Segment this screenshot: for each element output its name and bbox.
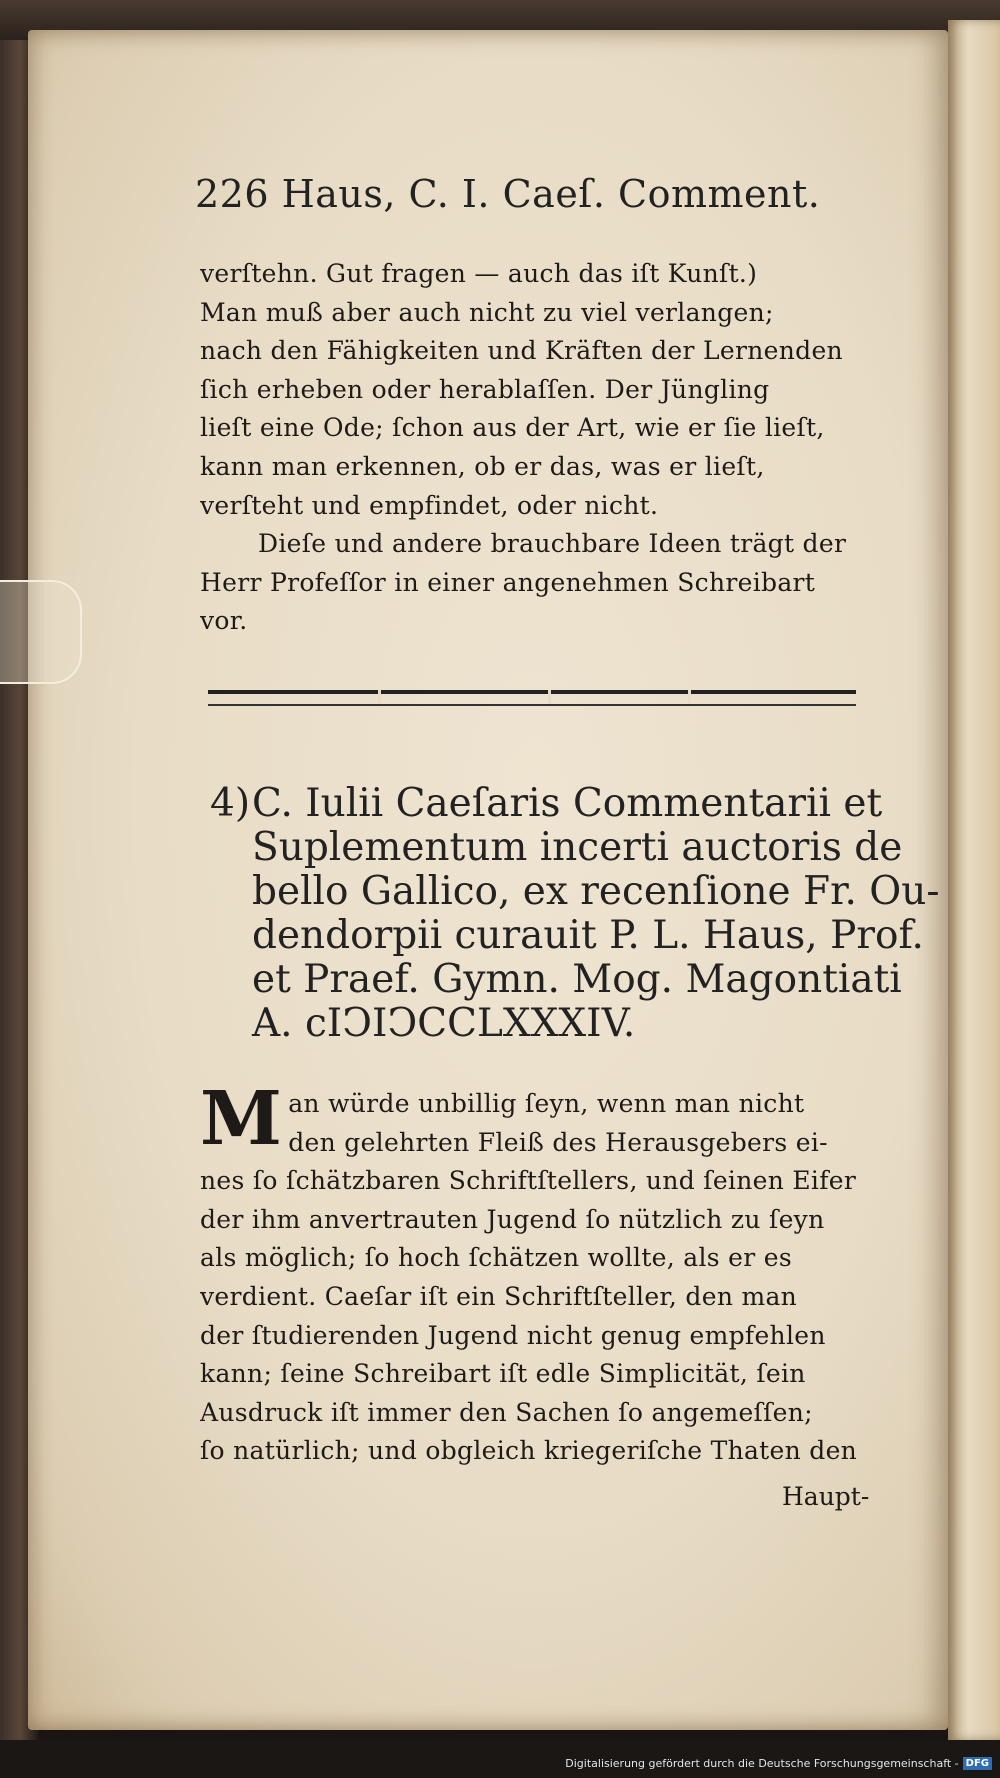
title-line: bello Gallico, ex recenſione Fr. Ou-: [252, 869, 940, 914]
text-line: an würde unbillig ſeyn, wenn man nicht: [288, 1089, 805, 1118]
text-line: kann man erkennen, ob er das, was er lieſt,: [200, 451, 765, 481]
entry-title: [210, 781, 940, 1046]
title-line: C. Iulii Caeſaris Commentarii et: [252, 781, 883, 826]
running-header: 226 Haus, C. I. Caeſ. Comment.: [195, 172, 821, 216]
catchword: Haupt-: [782, 1482, 870, 1511]
funding-credit: [565, 1757, 992, 1770]
title-line: dendorpii curauit P. L. Haus, Prof.: [252, 913, 924, 958]
credit-text: Digitalisierung gefördert durch die Deutsche Forschungsgemeinschaft -: [565, 1757, 959, 1770]
footer-bar: [0, 1740, 1000, 1778]
title-line: Suplementum incerti auctoris de: [252, 825, 903, 870]
text-line: Man muß aber auch nicht zu viel verlangen;: [200, 297, 774, 327]
text-line: verſteht und empfindet, oder nicht.: [200, 490, 659, 520]
text-line: der ſtudierenden Jugend nicht genug empfehlen: [200, 1320, 826, 1350]
text-line: kann; ſeine Schreibart iſt edle Simplicität, ſein: [200, 1359, 806, 1389]
text-line: Ausdruck iſt immer den Sachen ſo angemeſſen;: [200, 1397, 813, 1427]
dfg-logo: DFG: [963, 1757, 992, 1770]
title-line: A. cIↃIↃCCLXXXIV.: [252, 1001, 636, 1046]
first-text-block: [200, 255, 870, 641]
facing-page-edge: [948, 20, 1000, 1740]
text-line: vor.: [200, 606, 248, 636]
text-line: Herr Profeſſor in einer angenehmen Schreibart: [200, 567, 816, 597]
page-tab: [0, 580, 82, 684]
title-line: et Praef. Gymn. Mog. Magontiati: [252, 957, 902, 1002]
text-line: ſich erheben oder herablaſſen. Der Jüngling: [200, 374, 770, 404]
text-line: der ihm anvertrauten Jugend ſo nützlich zu ſeyn: [200, 1204, 825, 1234]
text-line: Dieſe und andere brauchbare Ideen trägt der: [258, 529, 847, 559]
text-line: nes ſo ſchätzbaren Schriftſtellers, und ſeinen Eifer: [200, 1166, 857, 1196]
text-line: nach den Fähigkeiten und Kräften der Lernenden: [200, 336, 843, 366]
text-line: verdient. Caeſar iſt ein Schriftſteller, den man: [200, 1281, 798, 1311]
text-line: den gelehrten Fleiß des Herausgebers ei-: [288, 1127, 828, 1157]
text-line: lieſt eine Ode; ſchon aus der Art, wie er ſie lieſt,: [200, 413, 825, 443]
text-line: als möglich; ſo hoch ſchätzen wollte, als er es: [200, 1243, 792, 1273]
text-line: ſo natürlich; und obgleich kriegeriſche Thaten den: [200, 1436, 858, 1466]
section-divider: [208, 690, 856, 706]
entry-number: 4): [210, 781, 251, 826]
review-text-block: [200, 1076, 870, 1471]
drop-capital: M: [200, 1076, 283, 1162]
text-line: verſtehn. Gut fragen — auch das iſt Kunſt.): [200, 259, 758, 288]
